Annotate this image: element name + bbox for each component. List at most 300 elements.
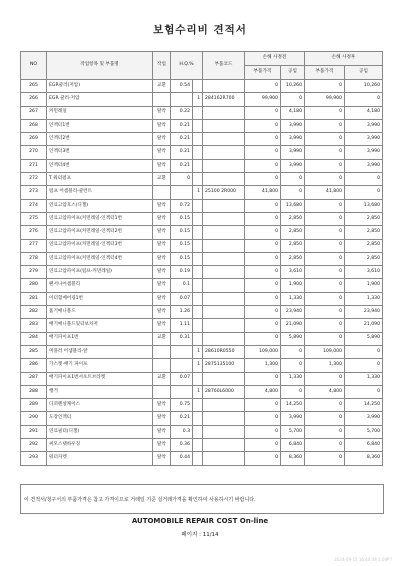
cell-qty: 1 bbox=[193, 186, 203, 199]
cell-parts-price-before: 0 bbox=[245, 146, 281, 159]
cell-parts-price-after: 0 bbox=[305, 266, 345, 279]
cell-hq: 0.15 bbox=[171, 252, 193, 265]
cell-labor-before: 23,940 bbox=[281, 306, 305, 319]
cell-item-name: 팬서나어셈블리 bbox=[47, 279, 153, 292]
cell-hq: 0.75 bbox=[171, 399, 193, 412]
cell-labor-after: 0 bbox=[345, 93, 383, 106]
cell-item-name: 디퍼렌셜케이스 bbox=[47, 399, 153, 412]
cell-parts-price-before: 0 bbox=[245, 106, 281, 119]
cell-qty: 1 bbox=[193, 385, 203, 398]
cell-qty: 1 bbox=[193, 93, 203, 106]
cell-parts-price-before: 0 bbox=[245, 199, 281, 212]
cell-labor-before: 5,700 bbox=[281, 425, 305, 438]
cell-part-code: 28610R0550 bbox=[203, 345, 245, 358]
cell-work: 교환 bbox=[153, 332, 171, 345]
cell-parts-price-before: 0 bbox=[245, 119, 281, 132]
cell-part-code bbox=[203, 332, 245, 345]
cell-work: 탈착 bbox=[153, 439, 171, 452]
cell-labor-before: 8,360 bbox=[281, 452, 305, 465]
cell-parts-price-after: 0 bbox=[305, 199, 345, 212]
cell-qty bbox=[193, 439, 203, 452]
cell-hq bbox=[171, 385, 193, 398]
cell-qty bbox=[193, 332, 203, 345]
cell-item-name: EGR 쿨러-저압 bbox=[47, 93, 153, 106]
page-number: 페이지 : 11/14 bbox=[181, 532, 219, 538]
cell-qty bbox=[193, 239, 203, 252]
cell-labor-before: 6,840 bbox=[281, 439, 305, 452]
cell-parts-price-before: 0 bbox=[245, 159, 281, 172]
cell-item-name: 연료고압파이프(커먼레일-인젝터3번 bbox=[47, 239, 153, 252]
cell-item-name: T 워터펌프 bbox=[47, 173, 153, 186]
cell-labor-after: 2,850 bbox=[345, 226, 383, 239]
cell-parts-price-after: 0 bbox=[305, 292, 345, 305]
cell-labor-before: 1,330 bbox=[281, 292, 305, 305]
cell-work: 탈착 bbox=[153, 146, 171, 159]
cell-parts-price-before: 1,300 bbox=[245, 359, 281, 372]
cell-parts-price-before: 0 bbox=[245, 452, 281, 465]
table-row bbox=[21, 119, 383, 132]
cell-item-name: 커먼레일 bbox=[47, 106, 153, 119]
cell-hq: 0.15 bbox=[171, 226, 193, 239]
cell-labor-after: 21,090 bbox=[345, 319, 383, 332]
cell-qty bbox=[193, 412, 203, 425]
cell-labor-before: 2,850 bbox=[281, 226, 305, 239]
cell-part-code bbox=[203, 239, 245, 252]
cell-item-name: 인젝터1번 bbox=[47, 119, 153, 132]
cell-hq bbox=[171, 93, 193, 106]
cell-work bbox=[153, 186, 171, 199]
cell-qty: 1 bbox=[193, 345, 203, 358]
table-row bbox=[21, 306, 383, 319]
cell-part-code: 25100 2R000 bbox=[203, 186, 245, 199]
cell-hq: 1.11 bbox=[171, 319, 193, 332]
cell-work: 탈착 bbox=[153, 199, 171, 212]
cell-labor-after: 0 bbox=[345, 186, 383, 199]
cell-parts-price-before: 0 bbox=[245, 80, 281, 93]
cell-hq: 0 bbox=[171, 173, 193, 186]
cell-part-code: 284162R700 bbox=[203, 93, 245, 106]
cell-labor-after: 6,840 bbox=[345, 439, 383, 452]
cell-part-code bbox=[203, 412, 245, 425]
cell-qty bbox=[193, 80, 203, 93]
cell-work: 탈착 bbox=[153, 239, 171, 252]
cell-no: 285 bbox=[21, 345, 47, 358]
header-work: 작업 bbox=[153, 52, 171, 80]
cell-labor-before: 2,850 bbox=[281, 252, 305, 265]
cell-parts-price-after: 0 bbox=[305, 279, 345, 292]
cell-item-name: 머플러 어셈블리-앞 bbox=[47, 345, 153, 358]
cell-parts-price-after: 1,300 bbox=[305, 359, 345, 372]
table-row bbox=[21, 93, 383, 106]
cell-hq: 0.21 bbox=[171, 133, 193, 146]
cell-work: 탈착 bbox=[153, 106, 171, 119]
header-parts-price-before: 부품가격 bbox=[245, 66, 281, 80]
cell-parts-price-before: 41,800 bbox=[245, 186, 281, 199]
cell-part-code bbox=[203, 80, 245, 93]
cell-item-name: 인젝터3번 bbox=[47, 146, 153, 159]
cell-work: 탈착 bbox=[153, 159, 171, 172]
cell-item-name: 써모스탯하우징 bbox=[47, 439, 153, 452]
cell-no: 277 bbox=[21, 239, 47, 252]
table-row bbox=[21, 412, 383, 425]
cell-qty bbox=[193, 425, 203, 438]
cell-work: 탈착 bbox=[153, 319, 171, 332]
table-row bbox=[21, 146, 383, 159]
cell-no: 267 bbox=[21, 106, 47, 119]
cell-parts-price-after: 0 bbox=[305, 119, 345, 132]
cell-no: 290 bbox=[21, 412, 47, 425]
cell-hq bbox=[171, 186, 193, 199]
cell-parts-price-before: 0 bbox=[245, 279, 281, 292]
cell-part-code bbox=[203, 266, 245, 279]
cell-hq: 0.31 bbox=[171, 332, 193, 345]
cell-labor-after: 4,180 bbox=[345, 106, 383, 119]
table-row bbox=[21, 173, 383, 186]
cell-work: 탈착 bbox=[153, 399, 171, 412]
cell-labor-after: 1,900 bbox=[345, 279, 383, 292]
cell-hq: 0.21 bbox=[171, 119, 193, 132]
cell-hq: 0.72 bbox=[171, 199, 193, 212]
cell-item-name: 인젝터4번 bbox=[47, 159, 153, 172]
cell-work bbox=[153, 359, 171, 372]
print-timestamp: 2024-09-15 16:40:34 1:09P7 bbox=[334, 557, 392, 562]
cell-parts-price-before: 0 bbox=[245, 399, 281, 412]
cell-parts-price-after: 0 bbox=[305, 146, 345, 159]
cell-no: 276 bbox=[21, 226, 47, 239]
header-labor-after: 공임 bbox=[345, 66, 383, 80]
cell-no: 292 bbox=[21, 439, 47, 452]
cell-parts-price-after: 109,000 bbox=[305, 345, 345, 358]
table-row bbox=[21, 199, 383, 212]
cell-parts-price-after: 0 bbox=[305, 332, 345, 345]
cell-labor-before: 10,260 bbox=[281, 80, 305, 93]
cell-labor-after: 8,360 bbox=[345, 452, 383, 465]
cell-parts-price-before: 0 bbox=[245, 266, 281, 279]
cell-parts-price-before: 0 bbox=[245, 319, 281, 332]
table-row bbox=[21, 252, 383, 265]
cell-labor-after: 13,680 bbox=[345, 199, 383, 212]
cell-no: 278 bbox=[21, 252, 47, 265]
cell-qty bbox=[193, 133, 203, 146]
cell-parts-price-after: 0 bbox=[305, 452, 345, 465]
cell-labor-before: 13,680 bbox=[281, 199, 305, 212]
cell-item-name: 인젝터2번 bbox=[47, 133, 153, 146]
cell-no: 270 bbox=[21, 146, 47, 159]
cell-parts-price-after: 0 bbox=[305, 173, 345, 186]
cell-labor-after: 3,990 bbox=[345, 119, 383, 132]
cell-qty bbox=[193, 266, 203, 279]
table-row bbox=[21, 332, 383, 345]
cell-parts-price-after: 0 bbox=[305, 159, 345, 172]
cell-item-name: 연료고압호스(디젤) bbox=[47, 199, 153, 212]
cell-qty bbox=[193, 319, 203, 332]
cell-labor-after: 10,260 bbox=[345, 80, 383, 93]
cell-item-name: 워터자켓 bbox=[47, 452, 153, 465]
cell-parts-price-before: 0 bbox=[245, 439, 281, 452]
cell-hq: 0.21 bbox=[171, 412, 193, 425]
footer-title: AUTOMOBILE REPAIR COST On-line bbox=[131, 517, 269, 525]
table-row bbox=[21, 345, 383, 358]
cell-parts-price-after: 0 bbox=[305, 212, 345, 225]
cell-work: 탈착 bbox=[153, 266, 171, 279]
cell-labor-after: 0 bbox=[345, 173, 383, 186]
cell-labor-before: 5,890 bbox=[281, 332, 305, 345]
cell-part-code bbox=[203, 319, 245, 332]
cell-item-name: 연료고압파이프(커먼레일-인젝터1번 bbox=[47, 212, 153, 225]
cell-qty bbox=[193, 399, 203, 412]
cell-hq: 0.3 bbox=[171, 425, 193, 438]
table-row bbox=[21, 226, 383, 239]
cell-qty bbox=[193, 226, 203, 239]
cell-item-name: 배기파이프1번서포트브라켓 bbox=[47, 372, 153, 385]
cell-parts-price-after: 0 bbox=[305, 239, 345, 252]
cell-hq: 0.19 bbox=[171, 266, 193, 279]
cell-no: 274 bbox=[21, 199, 47, 212]
cell-no: 284 bbox=[21, 332, 47, 345]
cell-item-name: 배기매니폴드및터보차저 bbox=[47, 319, 153, 332]
cell-parts-price-after: 0 bbox=[305, 399, 345, 412]
cell-hq: 1.26 bbox=[171, 306, 193, 319]
cell-labor-after: 1,330 bbox=[345, 372, 383, 385]
cell-no: 275 bbox=[21, 212, 47, 225]
cell-labor-before: 0 bbox=[281, 173, 305, 186]
cell-qty bbox=[193, 279, 203, 292]
cell-qty bbox=[193, 199, 203, 212]
cell-hq bbox=[171, 359, 193, 372]
cell-item-name: 배기파이프1번 bbox=[47, 332, 153, 345]
cell-labor-after: 0 bbox=[345, 345, 383, 358]
cell-labor-before: 1,330 bbox=[281, 372, 305, 385]
cell-labor-after: 0 bbox=[345, 385, 383, 398]
cell-no: 289 bbox=[21, 399, 47, 412]
cell-labor-after: 23,940 bbox=[345, 306, 383, 319]
cell-no: 272 bbox=[21, 173, 47, 186]
cell-parts-price-after: 0 bbox=[305, 80, 345, 93]
cell-hq: 0.07 bbox=[171, 372, 193, 385]
cell-item-name: 행거 bbox=[47, 385, 153, 398]
cell-hq: 0.44 bbox=[171, 452, 193, 465]
cell-work: 탈착 bbox=[153, 212, 171, 225]
cell-parts-price-after: 0 bbox=[305, 425, 345, 438]
cell-hq: 0.54 bbox=[171, 80, 193, 93]
cell-part-code bbox=[203, 119, 245, 132]
table-row bbox=[21, 239, 383, 252]
cell-work: 탈착 bbox=[153, 133, 171, 146]
cell-no: 268 bbox=[21, 119, 47, 132]
cell-hq: 0.15 bbox=[171, 212, 193, 225]
cell-work: 교환 bbox=[153, 80, 171, 93]
cell-no: 273 bbox=[21, 186, 47, 199]
cell-qty bbox=[193, 306, 203, 319]
cell-item-name: 연료고압파이프(커먼레일-인젝터4번 bbox=[47, 252, 153, 265]
cell-parts-price-before: 0 bbox=[245, 292, 281, 305]
cell-parts-price-before: 0 bbox=[245, 412, 281, 425]
cell-parts-price-before: 0 bbox=[245, 425, 281, 438]
cell-parts-price-before: 0 bbox=[245, 306, 281, 319]
table-row bbox=[21, 266, 383, 279]
cell-no: 287 bbox=[21, 372, 47, 385]
cell-work: 탈착 bbox=[153, 119, 171, 132]
cell-no: 265 bbox=[21, 80, 47, 93]
cell-labor-before: 3,990 bbox=[281, 412, 305, 425]
table-row bbox=[21, 372, 383, 385]
cell-qty bbox=[193, 452, 203, 465]
table-row bbox=[21, 80, 383, 93]
cell-no: 269 bbox=[21, 133, 47, 146]
cell-labor-before: 4,180 bbox=[281, 106, 305, 119]
document-title: 보험수리비 견적서 bbox=[153, 24, 247, 36]
cell-labor-after: 2,850 bbox=[345, 252, 383, 265]
cell-part-code bbox=[203, 372, 245, 385]
cell-no: 293 bbox=[21, 452, 47, 465]
header-code: 부품코드 bbox=[203, 52, 245, 80]
cell-parts-price-before: 4,800 bbox=[245, 385, 281, 398]
disclaimer-note: 이 견적서/청구서의 부품가격은 참고 가격이므로 거래일 기준 실거래가격을 확인하여 사용하시기 바랍니다. bbox=[20, 484, 384, 514]
cell-item-name: 도장인젝터 bbox=[47, 412, 153, 425]
cell-no: 279 bbox=[21, 266, 47, 279]
cell-parts-price-after: 0 bbox=[305, 319, 345, 332]
cell-labor-after: 5,700 bbox=[345, 425, 383, 438]
cell-labor-after: 14,250 bbox=[345, 399, 383, 412]
cell-labor-before: 3,990 bbox=[281, 119, 305, 132]
table-row bbox=[21, 106, 383, 119]
cell-part-code bbox=[203, 226, 245, 239]
cell-labor-after: 3,610 bbox=[345, 266, 383, 279]
cell-work: 탈착 bbox=[153, 279, 171, 292]
cell-hq: 0.21 bbox=[171, 146, 193, 159]
table-row bbox=[21, 452, 383, 465]
header-labor-before: 공임 bbox=[281, 66, 305, 80]
table-row bbox=[21, 425, 383, 438]
cell-work bbox=[153, 93, 171, 106]
cell-qty bbox=[193, 106, 203, 119]
cell-labor-before: 3,990 bbox=[281, 159, 305, 172]
cell-labor-before: 1,900 bbox=[281, 279, 305, 292]
cell-part-code bbox=[203, 399, 245, 412]
cell-part-code bbox=[203, 159, 245, 172]
header-no: NO bbox=[21, 52, 47, 80]
table-row bbox=[21, 319, 383, 332]
cell-parts-price-after: 0 bbox=[305, 226, 345, 239]
cell-work bbox=[153, 345, 171, 358]
cell-work: 교환 bbox=[153, 173, 171, 186]
cell-hq: 0.1 bbox=[171, 279, 193, 292]
header-row-1 bbox=[21, 52, 383, 66]
table-row bbox=[21, 186, 383, 199]
cell-part-code bbox=[203, 279, 245, 292]
table-row bbox=[21, 359, 383, 372]
cell-item-name: 흡기매니폴드 bbox=[47, 306, 153, 319]
cell-parts-price-before: 99,900 bbox=[245, 93, 281, 106]
cell-parts-price-after: 0 bbox=[305, 252, 345, 265]
cell-qty bbox=[193, 372, 203, 385]
cell-work: 탈착 bbox=[153, 452, 171, 465]
cell-hq: 0.36 bbox=[171, 439, 193, 452]
cell-item-name: 연료고압파이프(커먼레일-인젝터2번 bbox=[47, 226, 153, 239]
table-row bbox=[21, 279, 383, 292]
cell-parts-price-before: 109,000 bbox=[245, 345, 281, 358]
cell-labor-before: 0 bbox=[281, 385, 305, 398]
cell-labor-before: 3,610 bbox=[281, 266, 305, 279]
cell-labor-before: 0 bbox=[281, 93, 305, 106]
cell-work: 탈착 bbox=[153, 425, 171, 438]
cell-labor-before: 2,850 bbox=[281, 212, 305, 225]
cell-labor-after: 3,990 bbox=[345, 133, 383, 146]
cell-labor-before: 3,990 bbox=[281, 146, 305, 159]
cell-labor-before: 21,090 bbox=[281, 319, 305, 332]
cell-item-name: 펌프 어셈블리-쿨런트 bbox=[47, 186, 153, 199]
cell-qty bbox=[193, 119, 203, 132]
cell-no: 291 bbox=[21, 425, 47, 438]
table-row bbox=[21, 385, 383, 398]
cell-work: 탈착 bbox=[153, 412, 171, 425]
cell-parts-price-before: 0 bbox=[245, 173, 281, 186]
cell-labor-before: 2,850 bbox=[281, 239, 305, 252]
cell-part-code bbox=[203, 146, 245, 159]
cell-parts-price-after: 99,900 bbox=[305, 93, 345, 106]
cell-labor-after: 3,990 bbox=[345, 159, 383, 172]
cell-hq: 0.15 bbox=[171, 239, 193, 252]
header-before: 손해 사정전 bbox=[245, 52, 305, 66]
cell-no: 286 bbox=[21, 359, 47, 372]
cell-part-code bbox=[203, 452, 245, 465]
cell-part-code bbox=[203, 425, 245, 438]
cell-no: 288 bbox=[21, 385, 47, 398]
cell-item-name: 연료고압파이프(펌프-커먼레일) bbox=[47, 266, 153, 279]
table-row bbox=[21, 292, 383, 305]
cell-parts-price-after: 0 bbox=[305, 306, 345, 319]
table-row bbox=[21, 159, 383, 172]
cell-work: 탈착 bbox=[153, 252, 171, 265]
header-after: 손해 사정후 bbox=[305, 52, 383, 66]
cell-work: 탈착 bbox=[153, 226, 171, 239]
cell-parts-price-after: 0 bbox=[305, 372, 345, 385]
cell-no: 266 bbox=[21, 93, 47, 106]
table-row bbox=[21, 399, 383, 412]
cell-hq: 0.07 bbox=[171, 292, 193, 305]
cell-labor-before: 3,990 bbox=[281, 133, 305, 146]
cell-labor-after: 0 bbox=[345, 359, 383, 372]
cell-parts-price-after: 0 bbox=[305, 439, 345, 452]
cell-no: 281 bbox=[21, 292, 47, 305]
cell-work bbox=[153, 385, 171, 398]
cell-qty bbox=[193, 212, 203, 225]
header-parts-price-after: 부품가격 bbox=[305, 66, 345, 80]
cell-part-code bbox=[203, 133, 245, 146]
cell-parts-price-before: 0 bbox=[245, 133, 281, 146]
cell-labor-before: 0 bbox=[281, 345, 305, 358]
cell-work: 탈착 bbox=[153, 306, 171, 319]
cell-qty bbox=[193, 292, 203, 305]
cell-part-code bbox=[203, 252, 245, 265]
cell-part-code: 28760L6000 bbox=[203, 385, 245, 398]
estimate-table bbox=[20, 51, 383, 466]
cell-parts-price-before: 0 bbox=[245, 239, 281, 252]
cell-qty: 1 bbox=[193, 359, 203, 372]
cell-labor-before: 14,250 bbox=[281, 399, 305, 412]
cell-labor-after: 3,990 bbox=[345, 412, 383, 425]
cell-parts-price-before: 0 bbox=[245, 332, 281, 345]
table-row bbox=[21, 212, 383, 225]
cell-parts-price-before: 0 bbox=[245, 252, 281, 265]
cell-part-code bbox=[203, 173, 245, 186]
cell-labor-after: 3,990 bbox=[345, 146, 383, 159]
cell-qty bbox=[193, 252, 203, 265]
cell-part-code bbox=[203, 212, 245, 225]
cell-part-code: 2875135100 bbox=[203, 359, 245, 372]
table-body bbox=[21, 80, 383, 466]
cell-item-name: 연료필터(디젤) bbox=[47, 425, 153, 438]
